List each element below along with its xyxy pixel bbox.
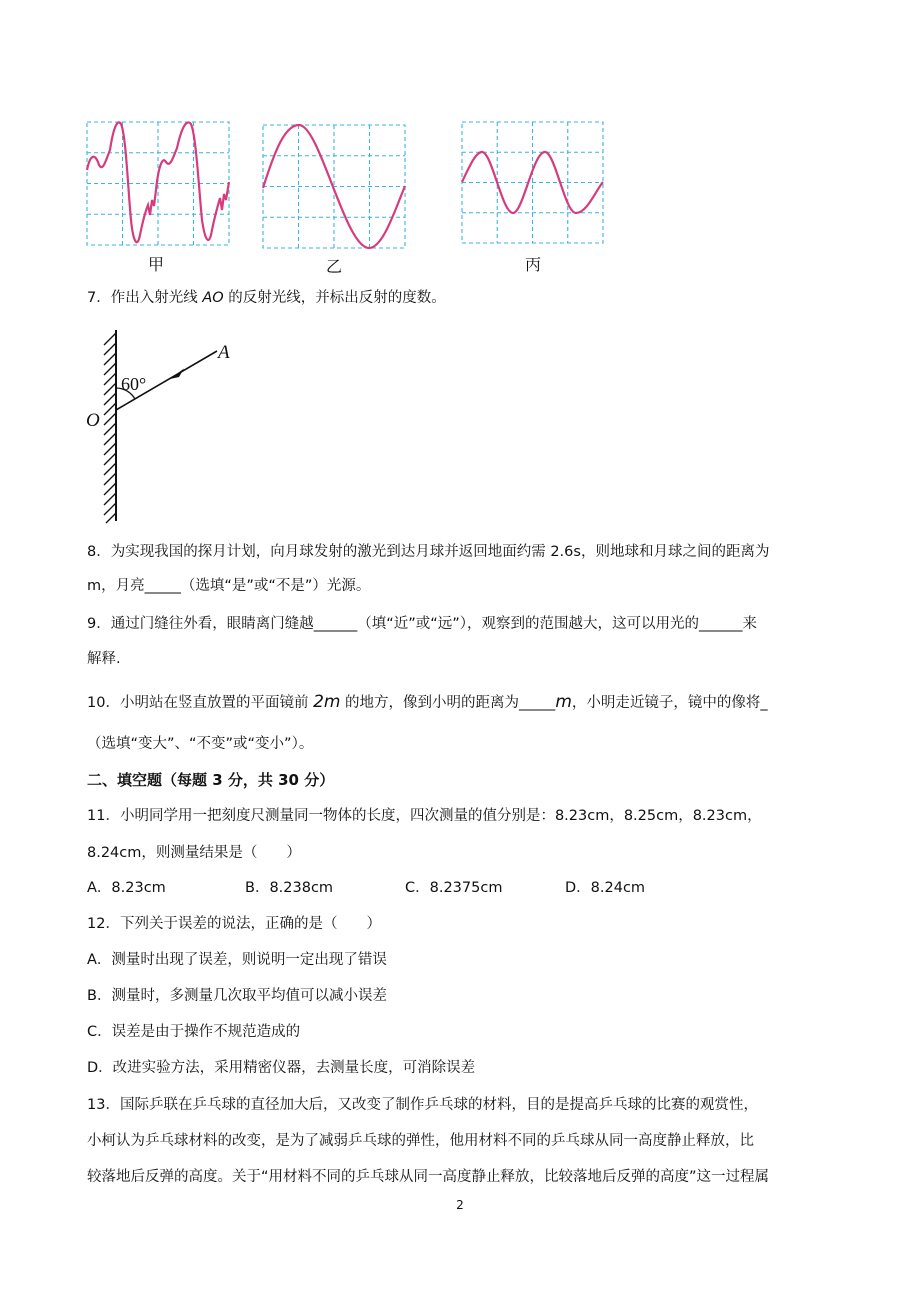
question-8-line2: m，月亮_____（选填“是”或“不是”）光源。 — [87, 578, 371, 594]
question-11-line2: 8.24cm，则测量结果是（ ） — [87, 845, 301, 861]
section-2-title: 二、填空题（每题 3 分，共 30 分） — [87, 771, 335, 789]
waveform-label-jia: 甲 — [148, 255, 165, 274]
question-13-line2: 小柯认为乒乓球材料的改变，是为了减弱乒乓球的弹性，他用材料不同的乒乓球从同一高度静止释放，比 — [87, 1133, 754, 1149]
question-12-option-c: C．误差是由于操作不规范造成的 — [87, 1024, 301, 1040]
question-12-option-b: B．测量时，多测量几次取平均值可以减小误差 — [87, 988, 387, 1004]
question-11-line1: 11．小明同学用一把刻度尺测量同一物体的长度，四次测量的值分别是：8.23cm，8.25cm，8.23cm， — [87, 808, 762, 824]
question-8-line1: 8．为实现我国的探月计划，向月球发射的激光到达月球并返回地面约需 2.6s，则地球和月球之间的距离为 — [87, 544, 770, 560]
question-13-line1: 13．国际乒联在乒乓球的直径加大后，又改变了制作乒乓球的材料，目的是提高乒乓球的比赛的观赏性， — [87, 1097, 758, 1113]
waveform-jia-curve — [87, 122, 229, 242]
waveform-bing-grid — [462, 122, 603, 243]
question-13-line3: 较落地后反弹的高度。关于“用材料不同的乒乓球从同一高度静止释放，比较落地后反弹的高度”这一过程属 — [87, 1169, 770, 1185]
question-11-option-a: A．8.23cm — [87, 880, 166, 896]
question-10-line1: 10．小明站在竖直放置的平面镜前 2m 的地方，像到小明的距离为_____m，小明走近镜子，镜中的像将_ — [87, 692, 768, 712]
page-number: 2 — [456, 1198, 464, 1212]
distance-value: 2m — [313, 692, 341, 712]
question-7: 7．作出入射光线 AO 的反射光线，并标出反射的度数。 — [87, 290, 446, 306]
point-a-label: A — [218, 342, 230, 363]
question-9-line1: 9．通过门缝往外看，眼睛离门缝越______（填“近”或“远”），观察到的范围越大，这可以用光的______来 — [87, 616, 758, 632]
waveform-figures — [0, 110, 920, 280]
question-10-line2: （选填“变大”、“不变”或“变小”）。 — [87, 736, 314, 752]
point-o-label: O — [86, 410, 100, 431]
waveform-label-bing: 丙 — [525, 255, 542, 274]
ray-name: AO — [202, 290, 224, 306]
question-11-option-d: D．8.24cm — [565, 880, 646, 896]
question-12-stem: 12．下列关于误差的说法，正确的是（ ） — [87, 916, 381, 932]
question-12-option-a: A．测量时出现了误差，则说明一定出现了错误 — [87, 952, 387, 968]
unit-m: m — [555, 692, 572, 712]
waveform-label-yi: 乙 — [326, 257, 343, 276]
question-12-option-d: D．改进实验方法，采用精密仪器，去测量长度，可消除误差 — [87, 1060, 476, 1076]
mirror-hatching — [104, 333, 116, 523]
angle-label: 60° — [121, 374, 147, 394]
question-11-option-c: C．8.2375cm — [405, 880, 503, 896]
question-11-option-b: B．8.238cm — [245, 880, 334, 896]
waveform-jia-grid — [87, 122, 229, 245]
question-9-line2: 解释. — [87, 651, 121, 667]
